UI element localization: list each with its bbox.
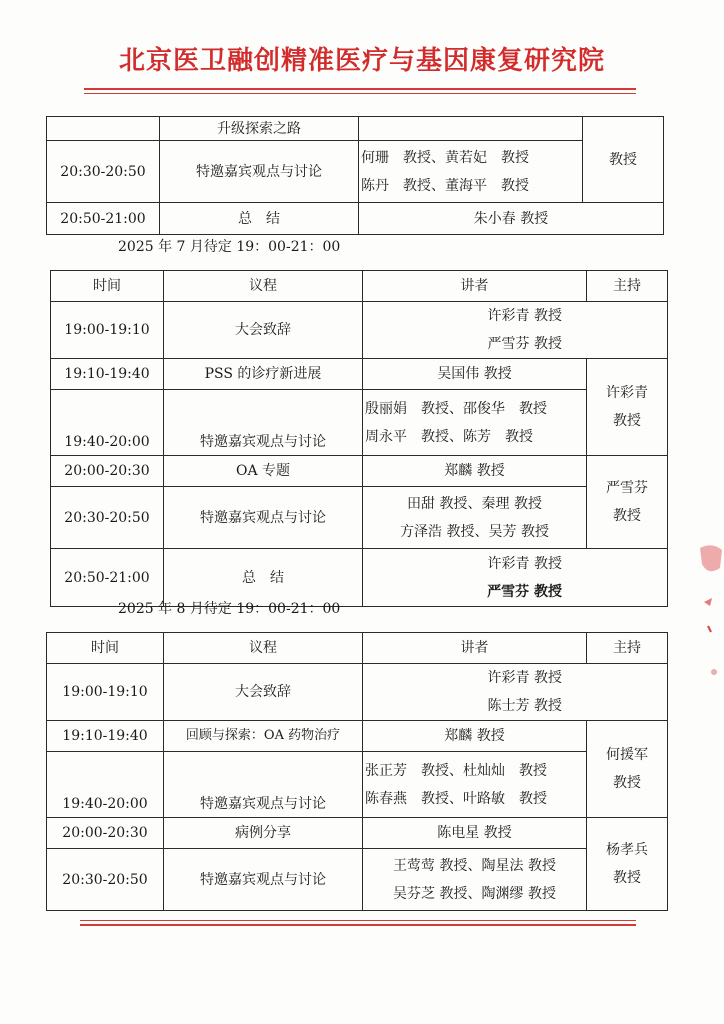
speaker-cell	[363, 302, 668, 359]
host-title: 教授	[613, 413, 641, 429]
speaker-line: 吴芬芝 教授、陶渊缪 教授	[393, 885, 556, 902]
time-cell: 20:00-20:30	[47, 818, 164, 849]
header-time: 时间	[51, 271, 164, 302]
time-cell	[47, 117, 160, 141]
agenda-cell: 特邀嘉宾观点与讨论	[164, 752, 363, 818]
speaker-line: 严雪芬 教授	[487, 583, 562, 600]
speaker-line: 许彩青 教授	[487, 670, 562, 686]
speaker-cell	[359, 117, 583, 141]
header-speaker: 讲者	[363, 271, 587, 302]
footer-rule-top	[80, 920, 636, 921]
speaker-cell	[363, 487, 587, 549]
august-schedule-table	[46, 632, 668, 911]
agenda-cell: 病例分享	[164, 818, 363, 849]
speaker-line: 陈士芳 教授	[487, 698, 562, 714]
host-title: 教授	[613, 775, 641, 791]
speaker-cell: 吴国伟 教授	[363, 359, 587, 390]
time-cell: 19:40-20:00	[47, 752, 164, 818]
header-speaker: 讲者	[363, 633, 587, 664]
speaker-cell	[363, 549, 668, 607]
speaker-line: 陈丹 教授、董海平 教授	[361, 177, 529, 194]
time-cell: 19:00-19:10	[51, 302, 164, 359]
agenda-cell: PSS 的诊疗新进展	[164, 359, 363, 390]
speaker-cell	[363, 849, 587, 911]
header-agenda: 议程	[164, 633, 363, 664]
time-cell: 19:40-20:00	[51, 390, 164, 456]
agenda-cell: 总 结	[160, 203, 359, 235]
speaker-cell: 陈电星 教授	[363, 818, 587, 849]
time-cell: 19:10-19:40	[47, 721, 164, 752]
header-rule-bottom	[84, 93, 636, 94]
header-agenda: 议程	[164, 271, 363, 302]
host-name: 许彩青	[606, 385, 648, 401]
speaker-cell	[359, 141, 583, 203]
speaker-line: 周永平 教授、陈芳 教授	[365, 428, 533, 445]
header-time: 时间	[47, 633, 164, 664]
document-title: 北京医卫融创精准医疗与基因康复研究院	[118, 46, 605, 76]
agenda-cell: OA 专题	[164, 456, 363, 487]
agenda-cell: 回顾与探索：OA 药物治疗	[164, 721, 363, 752]
host-cell	[587, 818, 668, 911]
speaker-line: 王莺莺 教授、陶星法 教授	[393, 857, 556, 874]
speaker-line: 田甜 教授、秦理 教授	[407, 495, 542, 512]
time-cell: 20:30-20:50	[47, 141, 160, 203]
time-cell: 20:50-21:00	[47, 203, 160, 235]
speaker-cell	[363, 390, 587, 456]
host-cell: 教授	[583, 117, 664, 203]
agenda-cell: 升级探索之路	[160, 117, 359, 141]
speaker-cell: 郑麟 教授	[363, 721, 587, 752]
speaker-cell	[363, 752, 587, 818]
august-date-line: 2025 年 8 月待定 19：00-21：00	[118, 601, 341, 617]
agenda-cell: 特邀嘉宾观点与讨论	[164, 849, 363, 911]
time-cell: 20:00-20:30	[51, 456, 164, 487]
speaker-cell	[363, 664, 668, 721]
host-title: 教授	[613, 870, 641, 886]
time-cell: 20:30-20:50	[51, 487, 164, 549]
july-schedule-table	[50, 270, 668, 607]
host-title: 教授	[613, 508, 641, 524]
speaker-line: 殷丽娟 教授、邵俊华 教授	[365, 400, 547, 417]
schedule-table-continued	[46, 116, 664, 235]
header-rule-top	[84, 88, 636, 90]
host-name: 严雪芬	[606, 480, 648, 496]
agenda-cell: 总 结	[164, 549, 363, 607]
speaker-line: 许彩青 教授	[487, 555, 562, 572]
time-cell: 19:00-19:10	[47, 664, 164, 721]
speaker-line: 张正芳 教授、杜灿灿 教授	[365, 762, 547, 779]
speaker-line: 许彩青 教授	[487, 308, 562, 324]
speaker-line: 方泽浩 教授、吴芳 教授	[400, 523, 549, 540]
time-cell: 20:50-21:00	[51, 549, 164, 607]
agenda-cell: 特邀嘉宾观点与讨论	[164, 390, 363, 456]
speaker-line: 何珊 教授、黄若妃 教授	[361, 149, 529, 166]
agenda-cell: 大会致辞	[164, 302, 363, 359]
agenda-cell: 特邀嘉宾观点与讨论	[164, 487, 363, 549]
july-date-line: 2025 年 7 月待定 19：00-21：00	[118, 239, 341, 255]
time-cell: 20:30-20:50	[47, 849, 164, 911]
time-cell: 19:10-19:40	[51, 359, 164, 390]
speaker-line: 陈春燕 教授、叶路敏 教授	[365, 790, 547, 807]
host-name: 何援军	[606, 747, 648, 763]
host-name: 杨孝兵	[606, 842, 648, 858]
speaker-line: 严雪芬 教授	[487, 336, 562, 352]
host-cell	[587, 359, 668, 456]
speaker-cell: 郑麟 教授	[363, 456, 587, 487]
agenda-cell: 特邀嘉宾观点与讨论	[160, 141, 359, 203]
header-host: 主持	[587, 633, 668, 664]
speaker-cell: 朱小春 教授	[359, 203, 664, 235]
agenda-cell: 大会致辞	[164, 664, 363, 721]
header-host: 主持	[587, 271, 668, 302]
host-cell	[587, 721, 668, 818]
footer-rule-bottom	[80, 924, 636, 926]
host-cell	[587, 456, 668, 549]
seal-fragment-icon	[694, 540, 724, 700]
